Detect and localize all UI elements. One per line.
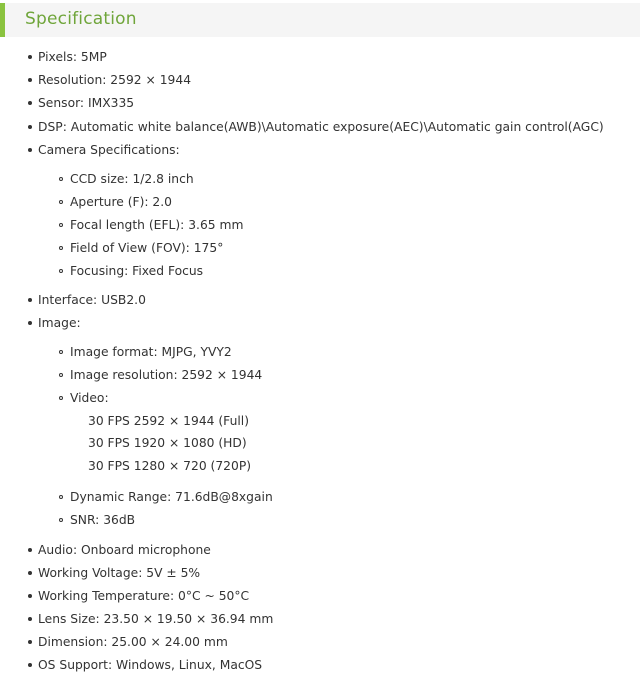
circle-bullet-icon: [59, 200, 63, 204]
disc-bullet-icon: [28, 55, 32, 59]
disc-bullet-icon: [28, 101, 32, 105]
circle-bullet-icon: [59, 495, 63, 499]
circle-bullet-icon: [59, 396, 63, 400]
disc-bullet-icon: [28, 78, 32, 82]
disc-bullet-icon: [28, 663, 32, 667]
circle-bullet-icon: [59, 246, 63, 250]
disc-bullet-icon: [28, 125, 32, 129]
circle-bullet-icon: [59, 223, 63, 227]
section-title: Specification: [25, 9, 137, 29]
circle-bullet-icon: [59, 373, 63, 377]
disc-bullet-icon: [28, 571, 32, 575]
circle-bullet-icon: [59, 350, 63, 354]
disc-bullet-icon: [28, 298, 32, 302]
disc-bullet-icon: [28, 148, 32, 152]
disc-bullet-icon: [28, 617, 32, 621]
circle-bullet-icon: [59, 518, 63, 522]
section-header: [0, 3, 640, 37]
disc-bullet-icon: [28, 640, 32, 644]
disc-bullet-icon: [28, 594, 32, 598]
disc-bullet-icon: [28, 321, 32, 325]
circle-bullet-icon: [59, 177, 63, 181]
circle-bullet-icon: [59, 269, 63, 273]
disc-bullet-icon: [28, 548, 32, 552]
